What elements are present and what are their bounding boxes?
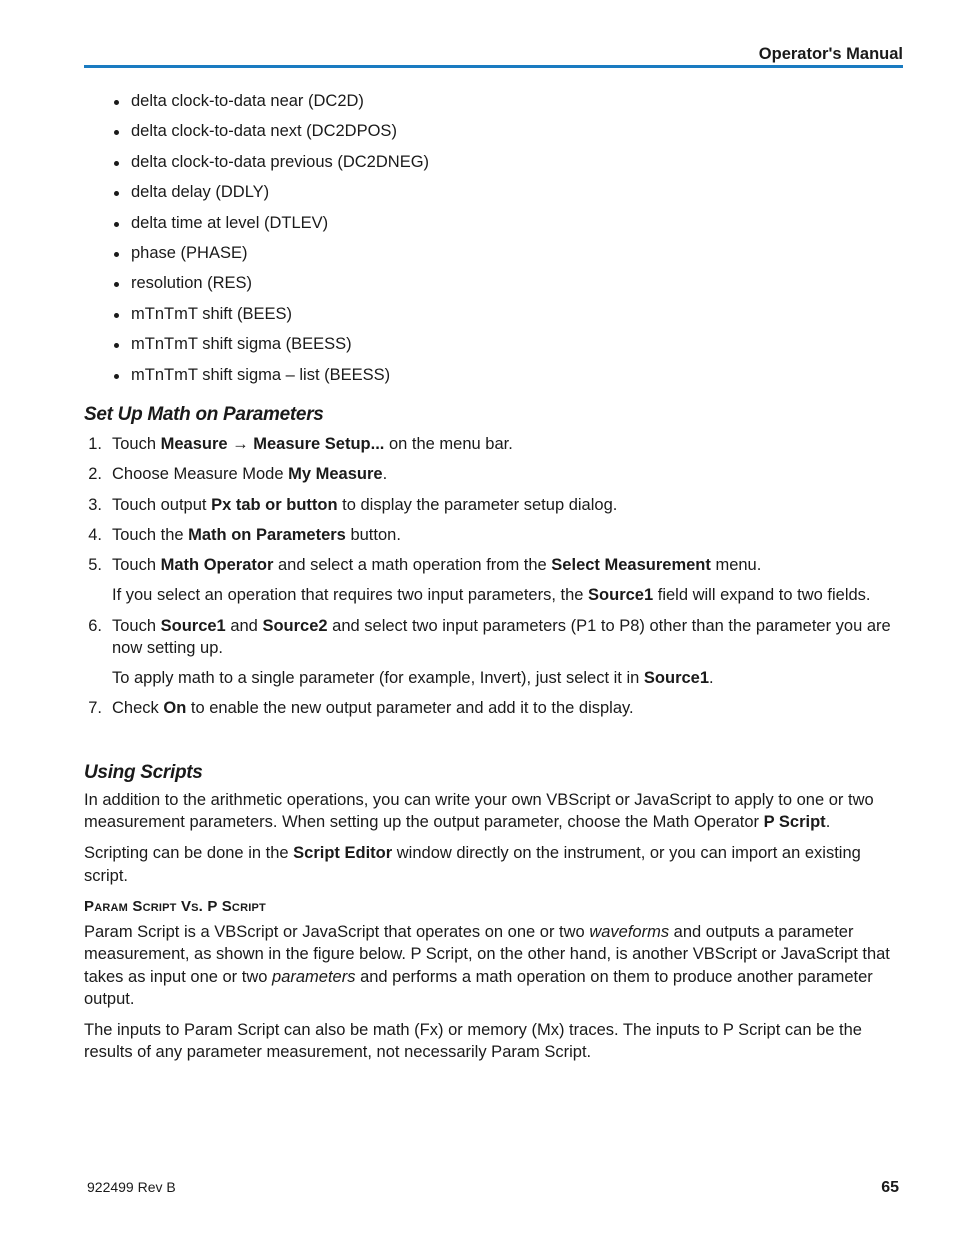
ui-term: P Script [763, 813, 826, 832]
list-item: mTnTmT shift (BEES) [84, 303, 903, 333]
step-text: and select a math operation from the [273, 556, 552, 575]
step-1 [84, 433, 903, 455]
ui-term: Px tab or button [211, 495, 338, 514]
step-text: Choose Measure Mode [112, 465, 289, 484]
step-number: 2. [88, 465, 102, 484]
ui-term: On [163, 699, 187, 718]
step-number: 6. [88, 616, 102, 635]
step-text: and select two input parameters (P1 to P8) other than the parameter you are now setting up. [112, 616, 891, 657]
step-text: and [225, 616, 263, 635]
step-text: to enable the new output parameter and add it to the display. [186, 699, 634, 718]
arrow-icon: → [227, 435, 254, 453]
manual-page [84, 0, 903, 1235]
step-number: 3. [88, 495, 102, 514]
section-heading-using-scripts: Using Scripts [84, 762, 203, 783]
step-6 [84, 615, 903, 689]
step-4 [84, 524, 903, 546]
ui-term: Script Editor [293, 844, 393, 863]
ui-term: Math on Parameters [188, 525, 346, 544]
measurement-list [84, 90, 903, 394]
step-text: Check [112, 699, 164, 718]
step-text: field will expand to two fields. [653, 586, 871, 605]
list-item: mTnTmT shift sigma – list (BEESS) [84, 364, 903, 394]
paragraph: The inputs to Param Script can also be math (Fx) or memory (Mx) traces. The inputs to P Script can be the results of any parameter measurement, not necessarily Param Script. [84, 1021, 862, 1062]
list-item: delta clock-to-data near (DC2D) [84, 90, 903, 120]
step-text: . [382, 465, 388, 484]
step-text: menu. [710, 556, 762, 575]
paragraph: Scripting can be done in the Script Editor window directly on the instrument, or you can import an existing script. [84, 844, 861, 885]
paragraph: Param Script is a VBScript or JavaScript that operates on one or two waveforms and outputs a parameter measurement, as shown in the figure below. P Script, on the other hand, is another VBScript or JavaScript that takes as input one or two parameters and performs a math operation on them to produce another parameter output. [84, 923, 890, 1009]
step-number: 1. [88, 435, 102, 453]
subsection-heading-param-script: Param Script Vs. P Script [84, 898, 266, 915]
step-2 [84, 463, 903, 485]
list-item: delta clock-to-data previous (DC2DNEG) [84, 151, 903, 181]
ui-term: Source1 [160, 616, 226, 635]
ui-term: Measure Setup... [253, 435, 385, 453]
step-text: If you select an operation that requires two input parameters, the [112, 586, 589, 605]
step-3 [84, 494, 903, 516]
ui-term: Source1 [643, 669, 710, 688]
step-text: Touch [112, 435, 161, 453]
ui-term: Math Operator [160, 556, 274, 575]
paragraph: In addition to the arithmetic operations, you can write your own VBScript or JavaScript to apply to one or two measurement parameters. When setting up the output parameter, choose the Math Operator P Script. [84, 791, 874, 832]
step-text: Touch [112, 556, 161, 575]
step-text: Touch the [112, 525, 189, 544]
ui-term: Measure [160, 435, 228, 453]
list-item: delta time at level (DTLEV) [84, 212, 903, 242]
list-item: phase (PHASE) [84, 242, 903, 272]
step-5 [84, 554, 903, 606]
ui-term: My Measure [288, 465, 383, 484]
param-script-body [84, 921, 903, 1072]
header-rule [84, 65, 903, 68]
list-item: delta delay (DDLY) [84, 181, 903, 211]
step-number: 4. [88, 525, 102, 544]
list-item: delta clock-to-data next (DC2DPOS) [84, 120, 903, 150]
document-revision: 922499 Rev B [87, 1179, 176, 1195]
list-item: resolution (RES) [84, 272, 903, 302]
step-text: To apply math to a single parameter (for example, Invert), just select it in [112, 669, 644, 688]
step-note [112, 667, 903, 689]
emphasis: waveforms [589, 923, 670, 941]
step-7 [84, 697, 903, 719]
step-text: Touch output [112, 495, 212, 514]
step-text: to display the parameter setup dialog. [337, 495, 618, 514]
running-header: Operator's Manual [758, 45, 903, 63]
ui-term: Source2 [262, 616, 328, 635]
step-number: 7. [88, 699, 102, 718]
section-heading-setup-math: Set Up Math on Parameters [84, 404, 324, 425]
ui-term: Source1 [588, 586, 654, 605]
step-note [112, 584, 903, 606]
ui-term: Select Measurement [551, 556, 711, 575]
list-item: mTnTmT shift sigma (BEESS) [84, 333, 903, 363]
page-number: 65 [881, 1179, 899, 1196]
step-number: 5. [88, 556, 102, 575]
scripts-body [84, 789, 903, 895]
emphasis: parameters [272, 967, 356, 986]
step-text: . [709, 669, 714, 688]
step-text: Touch [112, 616, 161, 635]
step-text: on the menu bar. [384, 435, 513, 453]
setup-steps [84, 433, 903, 728]
step-text: button. [345, 525, 401, 544]
